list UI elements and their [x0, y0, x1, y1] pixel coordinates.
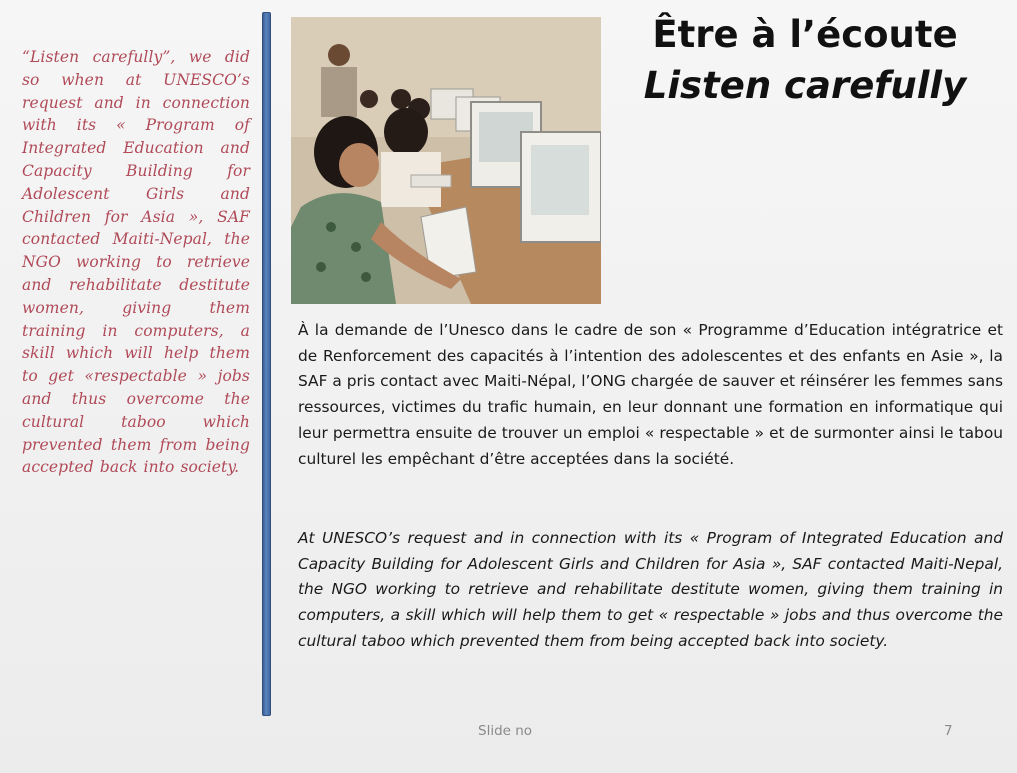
classroom-computer-photo [291, 17, 601, 304]
sidebar-quote: “Listen carefully”, we did so when at UNESCO’s request and in connection with its « Program of Integrated Education and Capacity Building for Adolescent Girls and Children for Asia », SAF contacted Maiti-Nepal, the NGO working to retrieve and rehabilitate destitute women, giving them training in computers, a skill which will help them to get «respectable » jobs and thus overcome the cultural taboo which prevented them from being accepted back into society. [22, 48, 250, 477]
footer-page-number: 7 [944, 723, 953, 739]
title-english: Listen carefully [643, 64, 967, 107]
slide-title [620, 10, 990, 112]
title-french: Être à l’écoute [652, 13, 958, 56]
footer-slide-label: Slide no [478, 723, 533, 739]
vertical-divider-bar [262, 12, 271, 716]
body-paragraph-english: At UNESCO’s request and in connection with its « Program of Integrated Education and Capacity Building for Adolescent Girls and Children for Asia », SAF contacted Maiti-Nepal, the NGO working to retrieve and rehabilitate destitute women, giving them training in computers, a skill which will help them to get « respectable » jobs and thus overcome the cultural taboo which prevented them from being accepted back into society. [298, 529, 1003, 650]
body-paragraph-french: À la demande de l’Unesco dans le cadre de son « Programme d’Education intégratrice et de Renforcement des capacités à l’intention des adolescentes et des enfants en Asie », la SAF a pris contact avec Maiti-Népal, l’ONG chargée de sauver et réinsérer les femmes sans ressources, victimes du trafic humain, en leur donnant une formation en informatique qui leur permettra ensuite de trouver un emploi « respectable » et de surmonter ainsi le tabou culturel les empêchant d’être acceptées dans la société. [298, 321, 1003, 468]
